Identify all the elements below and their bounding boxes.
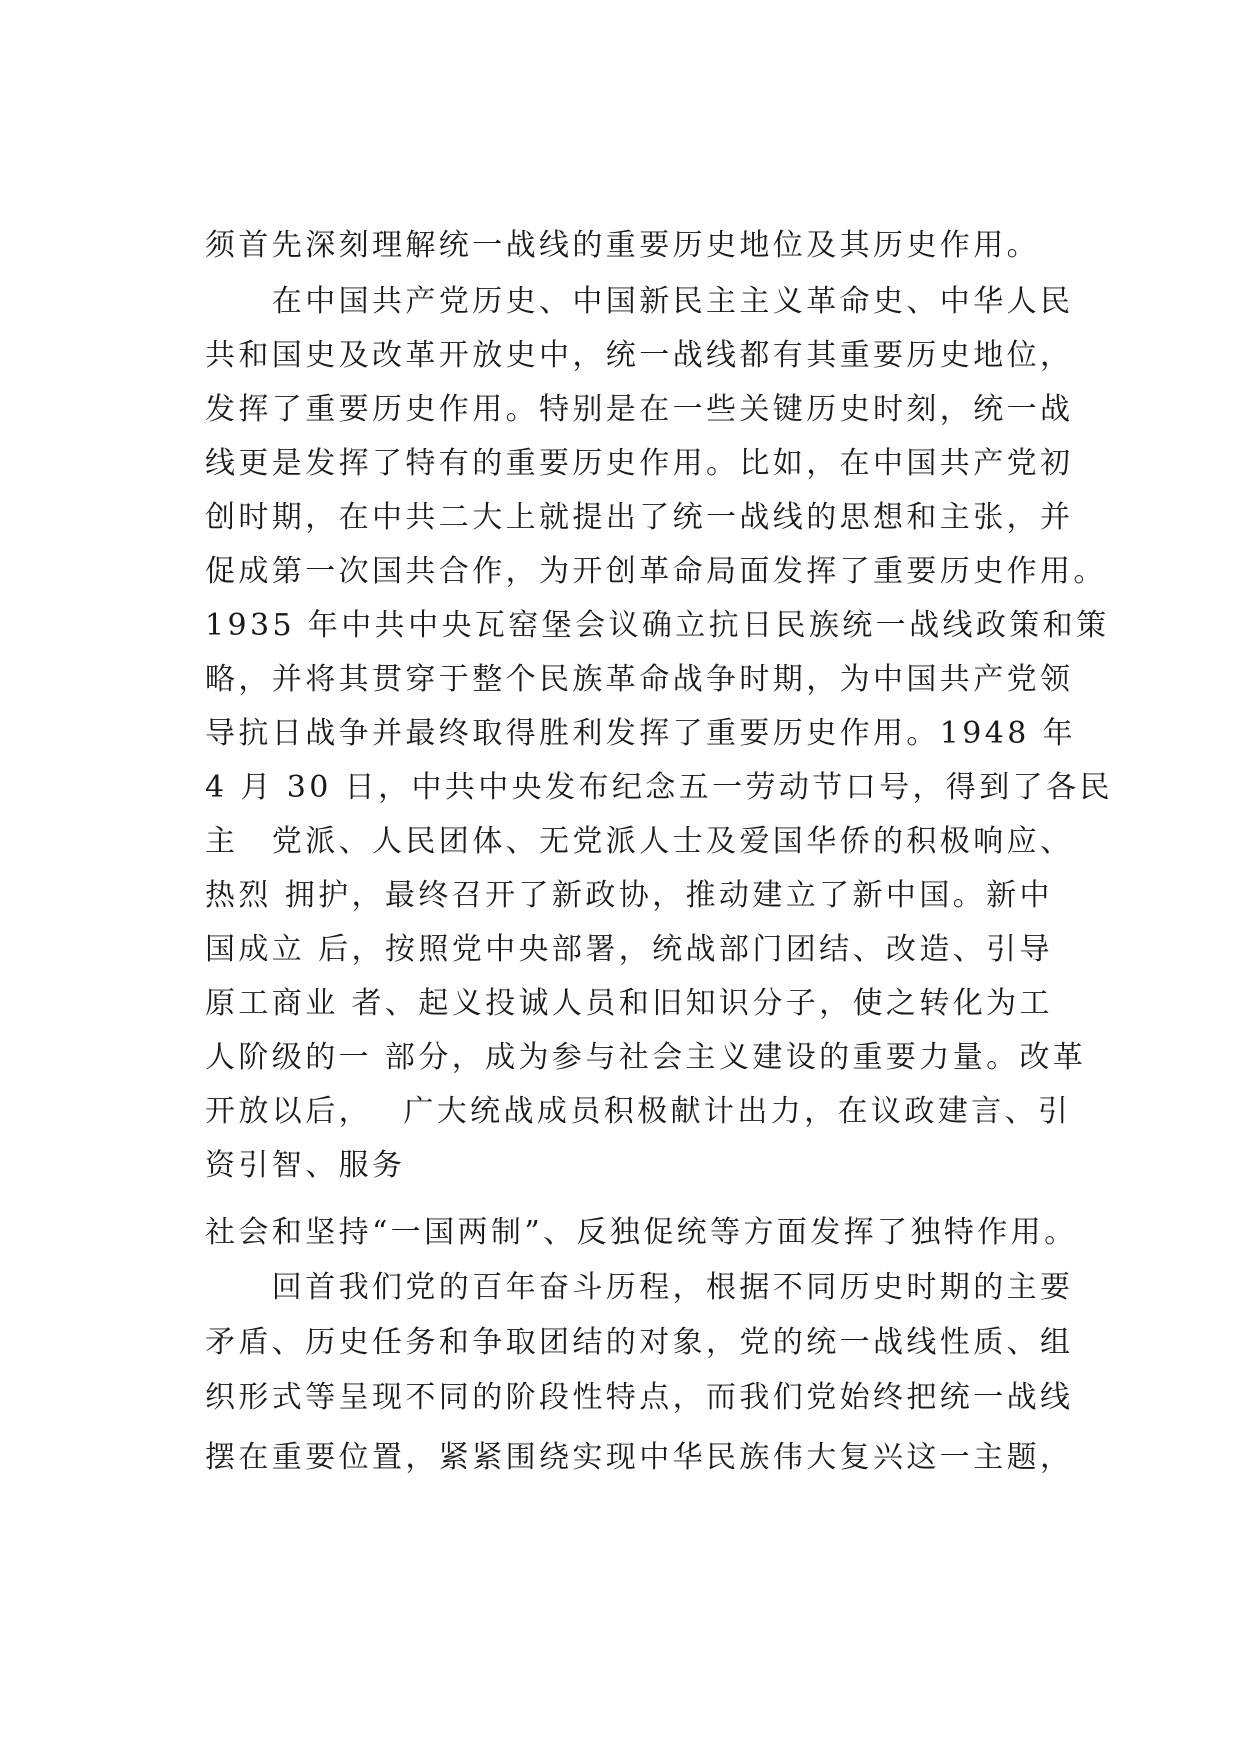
text-line-22: 织形式等呈现不同的阶段性特点，而我们党始终把统一战线 (205, 1380, 1074, 1415)
text-line-15: 原工商业 者、起义投诚人员和旧知识分子，使之转化为工 (205, 986, 1053, 1021)
text-line-19: 社会和坚持“一国两制”、反独促统等方面发挥了独特作用。 (205, 1215, 1078, 1250)
text-line-16: 人阶级的一 部分，成为参与社会主义建设的重要力量。改革 (205, 1040, 1087, 1075)
text-line-8: 1935 年中共中央瓦窑堡会议确立抗日民族统一战线政策和策 (205, 608, 1110, 643)
text-line-7: 促成第一次国共合作，为开创革命局面发挥了重要历史作用。 (205, 554, 1107, 589)
text-line-17: 开放以后， 广大统战成员积极献计出力，在议政建言、引 (205, 1094, 1072, 1129)
text-line-3: 共和国史及改革开放史中，统一战线都有其重要历史地位， (205, 338, 1074, 373)
text-line-1: 须首先深刻理解统一战线的重要历史地位及其历史作用。 (205, 228, 1040, 263)
text-line-20: 回首我们党的百年奋斗历程，根据不同历史时期的主要 (205, 1270, 1074, 1305)
text-line-14: 国成立 后，按照党中央部署，统战部门团结、改造、引导 (205, 932, 1053, 967)
text-line-11: 4 月 30 日，中共中央发布纪念五一劳动节口号，得到了各民 (205, 770, 1113, 805)
text-line-12: 主 党派、人民团体、无党派人士及爱国华侨的积极响应、 (205, 824, 1074, 859)
text-line-9: 略，并将其贯穿于整个民族革命战争时期，为中国共产党领 (205, 662, 1074, 697)
text-line-4: 发挥了重要历史作用。特别是在一些关键历史时刻，统一战 (205, 392, 1074, 427)
text-line-2: 在中国共产党历史、中国新民主主义革命史、中华人民 (205, 284, 1074, 319)
text-line-18: 资引智、服务 (205, 1148, 406, 1183)
text-line-10: 导抗日战争并最终取得胜利发挥了重要历史作用。1948 年 (205, 716, 1077, 751)
text-line-5: 线更是发挥了特有的重要历史作用。比如，在中国共产党初 (205, 446, 1074, 481)
text-line-21: 矛盾、历史任务和争取团结的对象，党的统一战线性质、组 (205, 1325, 1074, 1360)
text-line-6: 创时期，在中共二大上就提出了统一战线的思想和主张，并 (205, 500, 1074, 535)
text-line-23: 摆在重要位置，紧紧围绕实现中华民族伟大复兴这一主题， (205, 1440, 1074, 1475)
text-line-13: 热烈 拥护，最终召开了新政协，推动建立了新中国。新中 (205, 878, 1053, 913)
